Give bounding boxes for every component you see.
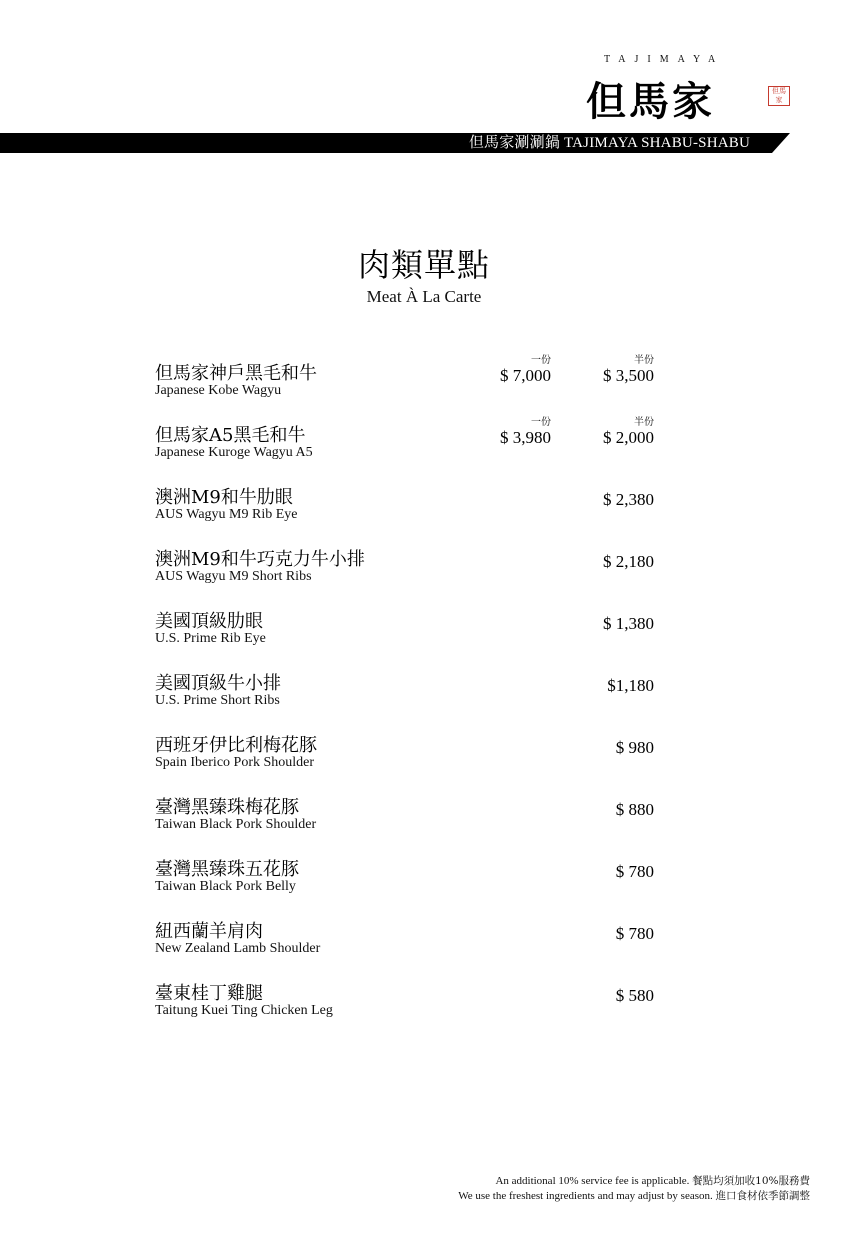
banner-text: 但馬家涮涮鍋 TAJIMAYA SHABU-SHABU — [468, 135, 750, 151]
item-price: $ 2,380 — [603, 490, 654, 509]
portion-label-full: 一份 — [531, 355, 551, 366]
brand-latin-name: TAJIMAYA — [604, 54, 725, 65]
item-name-zh: 紐西蘭羊肩肉 — [155, 921, 263, 942]
item-name-zh: 臺東桂丁雞腿 — [155, 983, 263, 1004]
item-name-en: Taiwan Black Pork Shoulder — [155, 817, 317, 832]
portion-label-half: 半份 — [634, 417, 654, 428]
item-name-en: Japanese Kuroge Wagyu A5 — [155, 445, 313, 460]
item-name-zh: 臺灣黑臻珠五花豚 — [155, 859, 299, 880]
service-fee-zh: 餐點均須加收10%服務費 — [692, 1175, 810, 1187]
item-name-en: U.S. Prime Short Ribs — [155, 693, 280, 708]
brand-logo: 但馬家 — [586, 78, 715, 125]
menu-list — [0, 350, 848, 1032]
item-price: $ 780 — [615, 924, 654, 943]
item-price: $ 1,380 — [603, 614, 654, 633]
item-price: $ 980 — [615, 738, 654, 757]
item-name-en: Taitung Kuei Ting Chicken Leg — [155, 1003, 333, 1018]
page-title: 肉類單點 — [357, 246, 490, 284]
item-name-zh: 西班牙伊比利梅花豚 — [155, 735, 317, 756]
footer-line-service-fee — [458, 1174, 810, 1189]
item-price-half: $ 2,000 — [603, 428, 654, 447]
brand-banner — [0, 133, 790, 153]
item-name-en: U.S. Prime Rib Eye — [155, 631, 266, 646]
seasonal-en: We use the freshest ingredients and may adjust by season. — [458, 1190, 713, 1202]
portion-label-half: 半份 — [634, 355, 654, 366]
menu-item-nz-lamb — [0, 908, 848, 970]
menu-item-aus-rib-eye — [0, 474, 848, 536]
item-price: $ 880 — [615, 800, 654, 819]
menu-item-chicken-leg — [0, 970, 848, 1032]
item-name-en: Japanese Kobe Wagyu — [155, 383, 282, 398]
item-name-zh: 美國頂級牛小排 — [155, 673, 281, 694]
menu-item-kobe-wagyu — [0, 350, 848, 412]
item-price-full: $ 3,980 — [500, 428, 551, 447]
footer-line-seasonal — [458, 1189, 810, 1204]
menu-item-taiwan-pork-belly — [0, 846, 848, 908]
seasonal-zh: 進口食材依季節調整 — [715, 1190, 810, 1202]
item-name-en: New Zealand Lamb Shoulder — [155, 941, 321, 956]
menu-item-aus-short-ribs — [0, 536, 848, 598]
item-price: $ 780 — [615, 862, 654, 881]
item-name-zh: 臺灣黑臻珠梅花豚 — [155, 797, 299, 818]
item-price: $1,180 — [607, 676, 654, 695]
item-name-en: Spain Iberico Pork Shoulder — [155, 755, 315, 770]
portion-label-full: 一份 — [531, 417, 551, 428]
item-name-zh: 但馬家神戶黑毛和牛 — [155, 363, 317, 384]
item-price: $ 580 — [615, 986, 654, 1005]
item-name-zh: 澳洲M9和牛巧克力牛小排 — [155, 549, 365, 570]
menu-item-us-short-ribs — [0, 660, 848, 722]
menu-item-iberico-pork — [0, 722, 848, 784]
page-subtitle: Meat À La Carte — [366, 287, 482, 306]
service-fee-en: An additional 10% service fee is applicable. — [495, 1175, 690, 1187]
item-price-full: $ 7,000 — [500, 366, 551, 385]
menu-item-taiwan-pork-shoulder — [0, 784, 848, 846]
footer-notes — [458, 1174, 810, 1204]
item-name-en: Taiwan Black Pork Belly — [155, 879, 296, 894]
item-name-zh: 澳洲M9和牛肋眼 — [155, 487, 293, 508]
menu-item-kuroge-wagyu — [0, 412, 848, 474]
item-name-zh: 但馬家A5黑毛和牛 — [155, 425, 306, 446]
item-name-zh: 美國頂級肋眼 — [155, 611, 263, 632]
menu-item-us-rib-eye — [0, 598, 848, 660]
item-name-en: AUS Wagyu M9 Rib Eye — [155, 507, 298, 522]
item-name-en: AUS Wagyu M9 Short Ribs — [155, 569, 312, 584]
item-price: $ 2,180 — [603, 552, 654, 571]
item-price-half: $ 3,500 — [603, 366, 654, 385]
brand-seal-icon: 但馬 家 — [768, 86, 790, 106]
